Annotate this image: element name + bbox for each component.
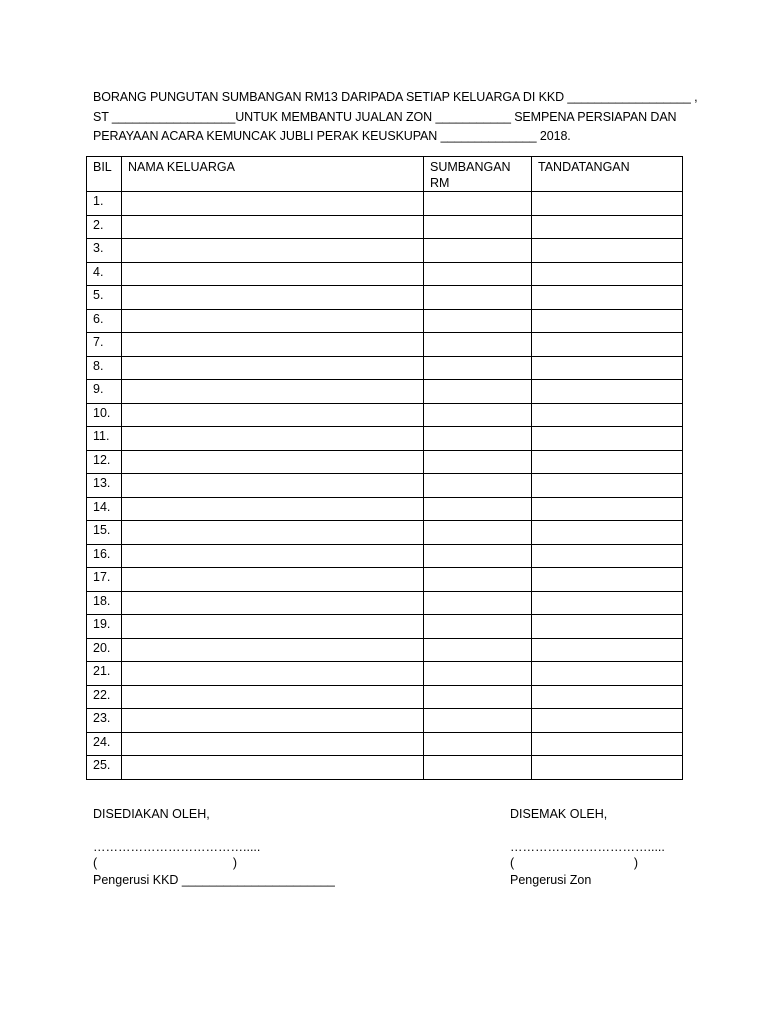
tandatangan-cell[interactable] (532, 474, 683, 498)
paren-open: ( (510, 856, 515, 870)
prepared-by-signature-line: ………………………………..... (93, 839, 261, 854)
nama-keluarga-cell[interactable] (122, 380, 424, 404)
nama-keluarga-cell[interactable] (122, 333, 424, 357)
nama-keluarga-cell[interactable] (122, 474, 424, 498)
table-row (87, 192, 683, 216)
tandatangan-cell[interactable] (532, 192, 683, 216)
header-nama-keluarga: NAMA KELUARGA (122, 157, 424, 192)
table-row (87, 403, 683, 427)
paren-close: ) (633, 856, 638, 870)
row-number: 18. (87, 591, 122, 615)
row-number: 10. (87, 403, 122, 427)
tandatangan-cell[interactable] (532, 403, 683, 427)
tandatangan-cell[interactable] (532, 356, 683, 380)
row-number: 9. (87, 380, 122, 404)
row-number: 15. (87, 521, 122, 545)
sumbangan-cell[interactable] (424, 333, 532, 357)
tandatangan-cell[interactable] (532, 239, 683, 263)
row-number: 24. (87, 732, 122, 756)
prepared-by-label: DISEDIAKAN OLEH, (93, 807, 210, 821)
tandatangan-cell[interactable] (532, 544, 683, 568)
row-number: 16. (87, 544, 122, 568)
paren-open: ( (93, 856, 98, 870)
table-row (87, 544, 683, 568)
sumbangan-cell[interactable] (424, 544, 532, 568)
nama-keluarga-cell[interactable] (122, 239, 424, 263)
nama-keluarga-cell[interactable] (122, 356, 424, 380)
sumbangan-cell[interactable] (424, 309, 532, 333)
nama-keluarga-cell[interactable] (122, 215, 424, 239)
nama-keluarga-cell[interactable] (122, 756, 424, 780)
tandatangan-cell[interactable] (532, 568, 683, 592)
nama-keluarga-cell[interactable] (122, 709, 424, 733)
tandatangan-cell[interactable] (532, 638, 683, 662)
row-number: 20. (87, 638, 122, 662)
table-row (87, 756, 683, 780)
row-number: 21. (87, 662, 122, 686)
table-row (87, 732, 683, 756)
table-row (87, 380, 683, 404)
tandatangan-cell[interactable] (532, 685, 683, 709)
tandatangan-cell[interactable] (532, 215, 683, 239)
tandatangan-cell[interactable] (532, 286, 683, 310)
table-row (87, 615, 683, 639)
tandatangan-cell[interactable] (532, 309, 683, 333)
row-number: 4. (87, 262, 122, 286)
tandatangan-cell[interactable] (532, 521, 683, 545)
prepared-by-title: Pengerusi KKD ______________________ (93, 872, 335, 887)
header-tandatangan: TANDATANGAN (532, 157, 683, 192)
checked-by-block (510, 806, 665, 888)
row-number: 19. (87, 615, 122, 639)
nama-keluarga-cell[interactable] (122, 662, 424, 686)
tandatangan-cell[interactable] (532, 615, 683, 639)
nama-keluarga-cell[interactable] (122, 427, 424, 451)
nama-keluarga-cell[interactable] (122, 591, 424, 615)
tandatangan-cell[interactable] (532, 709, 683, 733)
sumbangan-cell[interactable] (424, 403, 532, 427)
row-number: 1. (87, 192, 122, 216)
sumbangan-cell[interactable] (424, 450, 532, 474)
tandatangan-cell[interactable] (532, 591, 683, 615)
table-body (87, 192, 683, 780)
nama-keluarga-cell[interactable] (122, 497, 424, 521)
table-row (87, 427, 683, 451)
checked-by-title: Pengerusi Zon (510, 872, 592, 887)
table-row (87, 215, 683, 239)
sumbangan-cell[interactable] (424, 474, 532, 498)
heading-line-3: PERAYAAN ACARA KEMUNCAK JUBLI PERAK KEUSKUPAN ______________ 2018. (93, 129, 571, 143)
tandatangan-cell[interactable] (532, 380, 683, 404)
tandatangan-cell[interactable] (532, 450, 683, 474)
nama-keluarga-cell[interactable] (122, 544, 424, 568)
nama-keluarga-cell[interactable] (122, 615, 424, 639)
table-row (87, 333, 683, 357)
nama-keluarga-cell[interactable] (122, 262, 424, 286)
table-row (87, 497, 683, 521)
sumbangan-cell[interactable] (424, 591, 532, 615)
table-row (87, 521, 683, 545)
sumbangan-cell[interactable] (424, 356, 532, 380)
nama-keluarga-cell[interactable] (122, 286, 424, 310)
tandatangan-cell[interactable] (532, 497, 683, 521)
paren-close: ) (232, 856, 237, 870)
nama-keluarga-cell[interactable] (122, 403, 424, 427)
tandatangan-cell[interactable] (532, 333, 683, 357)
table-row (87, 685, 683, 709)
sumbangan-cell[interactable] (424, 286, 532, 310)
sumbangan-cell[interactable] (424, 709, 532, 733)
table-row (87, 309, 683, 333)
form-heading (93, 88, 698, 147)
sumbangan-cell[interactable] (424, 732, 532, 756)
table-row (87, 568, 683, 592)
sumbangan-cell[interactable] (424, 380, 532, 404)
table-header-row (87, 157, 683, 192)
heading-line-2: ST __________________UNTUK MEMBANTU JUALAN ZON ___________ SEMPENA PERSIAPAN DAN (93, 109, 677, 124)
nama-keluarga-cell[interactable] (122, 568, 424, 592)
table-row (87, 262, 683, 286)
nama-keluarga-cell[interactable] (122, 450, 424, 474)
row-number: 23. (87, 709, 122, 733)
nama-keluarga-cell[interactable] (122, 732, 424, 756)
checked-by-signature-line: ……………………………..... (510, 839, 665, 854)
header-bil: BIL (87, 157, 122, 192)
table-row (87, 474, 683, 498)
prepared-by-block (93, 806, 335, 888)
table-row (87, 662, 683, 686)
row-number: 2. (87, 215, 122, 239)
sumbangan-cell[interactable] (424, 685, 532, 709)
tandatangan-cell[interactable] (532, 427, 683, 451)
row-number: 13. (87, 474, 122, 498)
row-number: 11. (87, 427, 122, 451)
sumbangan-cell[interactable] (424, 239, 532, 263)
contribution-table (86, 156, 683, 780)
table-row (87, 591, 683, 615)
row-number: 8. (87, 356, 122, 380)
sumbangan-cell[interactable] (424, 568, 532, 592)
sumbangan-cell[interactable] (424, 215, 532, 239)
row-number: 17. (87, 568, 122, 592)
checked-by-name-parens (510, 855, 638, 872)
sumbangan-cell[interactable] (424, 662, 532, 686)
sumbangan-cell[interactable] (424, 192, 532, 216)
nama-keluarga-cell[interactable] (122, 309, 424, 333)
row-number: 22. (87, 685, 122, 709)
tandatangan-cell[interactable] (532, 662, 683, 686)
nama-keluarga-cell[interactable] (122, 685, 424, 709)
table-row (87, 450, 683, 474)
row-number: 6. (87, 309, 122, 333)
sumbangan-cell[interactable] (424, 427, 532, 451)
table-row (87, 709, 683, 733)
nama-keluarga-cell[interactable] (122, 638, 424, 662)
header-sumbangan-rm: SUMBANGAN RM (424, 157, 532, 192)
heading-line-1: BORANG PUNGUTAN SUMBANGAN RM13 DARIPADA SETIAP KELUARGA DI KKD __________________ , (93, 90, 698, 104)
sumbangan-cell[interactable] (424, 638, 532, 662)
row-number: 3. (87, 239, 122, 263)
tandatangan-cell[interactable] (532, 756, 683, 780)
row-number: 25. (87, 756, 122, 780)
tandatangan-cell[interactable] (532, 262, 683, 286)
sumbangan-cell[interactable] (424, 615, 532, 639)
checked-by-label: DISEMAK OLEH, (510, 807, 608, 821)
table-row (87, 356, 683, 380)
sumbangan-cell[interactable] (424, 262, 532, 286)
row-number: 12. (87, 450, 122, 474)
row-number: 14. (87, 497, 122, 521)
table-row (87, 286, 683, 310)
nama-keluarga-cell[interactable] (122, 521, 424, 545)
prepared-by-name-parens (93, 855, 237, 872)
sumbangan-cell[interactable] (424, 521, 532, 545)
row-number: 5. (87, 286, 122, 310)
sumbangan-cell[interactable] (424, 497, 532, 521)
table-row (87, 638, 683, 662)
tandatangan-cell[interactable] (532, 732, 683, 756)
nama-keluarga-cell[interactable] (122, 192, 424, 216)
row-number: 7. (87, 333, 122, 357)
table-row (87, 239, 683, 263)
sumbangan-cell[interactable] (424, 756, 532, 780)
